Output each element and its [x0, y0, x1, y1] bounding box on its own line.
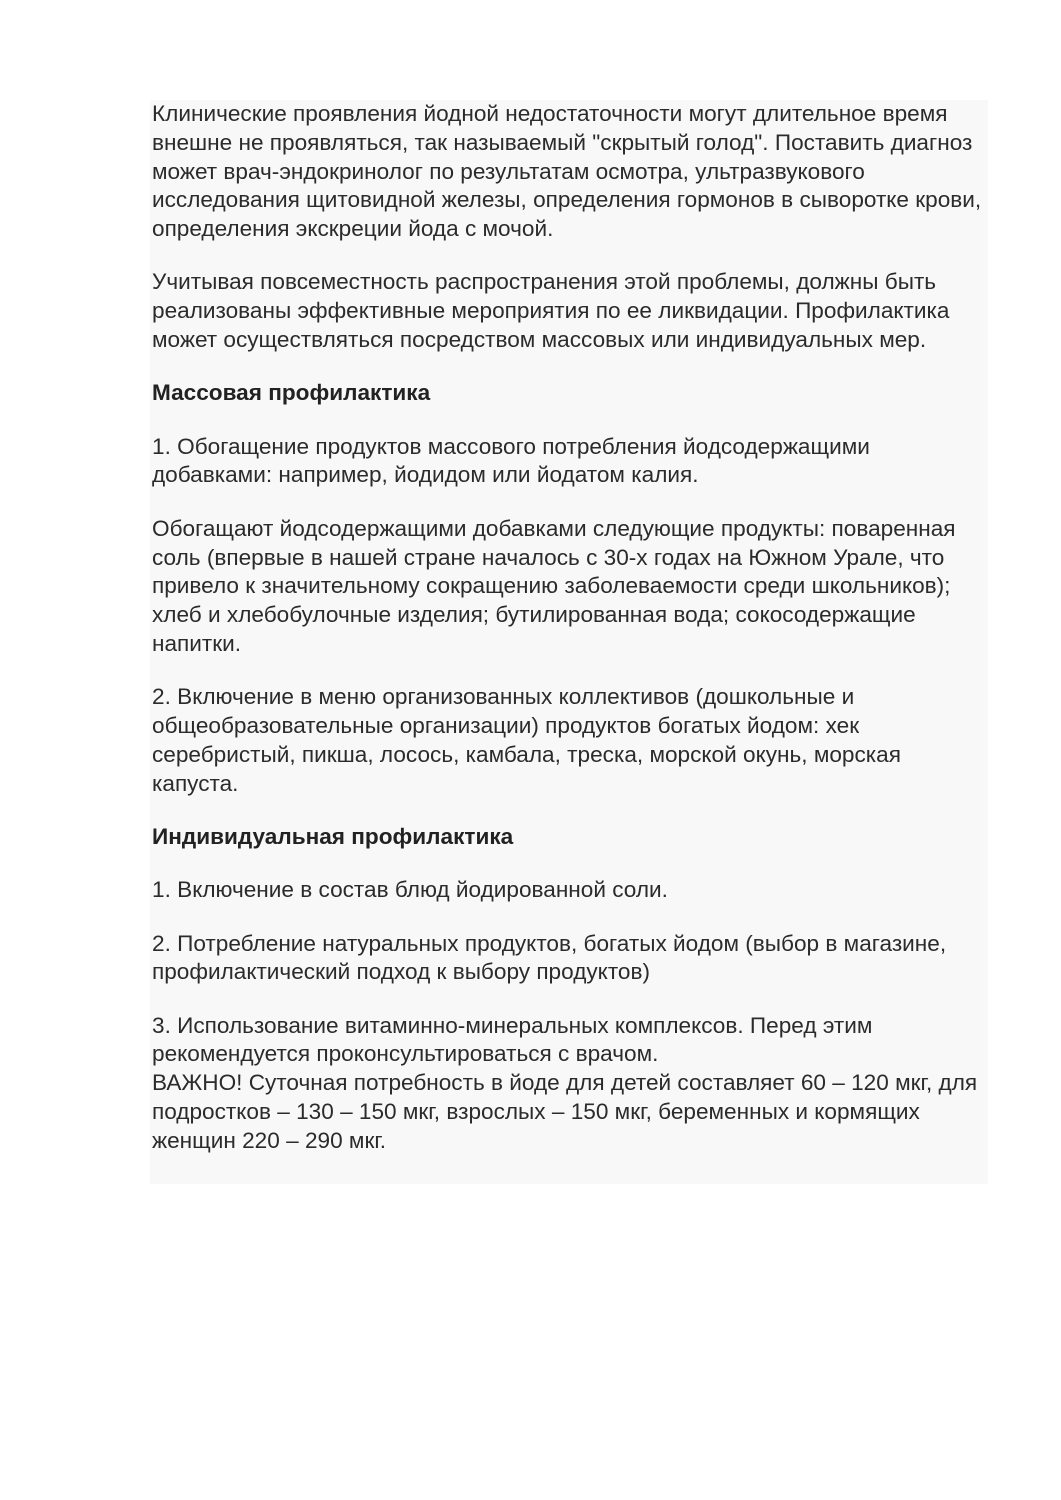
document-body [150, 100, 988, 1184]
paragraph-individual-item-1: 1. Включение в состав блюд йодированной соли. [152, 877, 668, 903]
paragraph-clinical-manifestations: Клинические проявления йодной недостаточности могут длительное время внешне не проявляться, так называемый "скрытый голод". Поставить диагноз может врач-эндокринолог по результатам осмотра, ультразвукового исследования щитовидной железы, определения гормонов в сыворотке крови, определения экскреции йода с мочой. [152, 101, 982, 242]
heading-individual-prevention: Индивидуальная профилактика [152, 823, 514, 849]
paragraph-important-note: ВАЖНО! Суточная потребность в йоде для детей составляет 60 – 120 мкг, для подростков – 130 – 150 мкг, взрослых – 150 мкг, беременных и кормящих женщин 220 – 290 мкг. [152, 1070, 978, 1153]
paragraph-mass-item-2: 2. Включение в меню организованных коллективов (дошкольные и общеобразовательные организации) продуктов богатых йодом: хек серебристый, пикша, лосось, камбала, треска, морской окунь, морская капуста. [152, 684, 901, 796]
paragraph-individual-item-3: 3. Использование витаминно-минеральных комплексов. Перед этим рекомендуется проконсультироваться с врачом. [152, 1012, 873, 1067]
heading-mass-prevention: Массовая профилактика [152, 380, 431, 406]
paragraph-mass-item-1: 1. Обогащение продуктов массового потребления йодсодержащими добавками: например, йодидом или йодатом калия. [152, 433, 870, 488]
paragraph-individual-item-2: 2. Потребление натуральных продуктов, богатых йодом (выбор в магазине, профилактический подход к выбору продуктов) [152, 930, 947, 985]
paragraph-fortified-products: Обогащают йодсодержащими добавками следующие продукты: поваренная соль (впервые в нашей стране началось с 30-х годах на Южном Урале, что привело к значительному сокращению заболеваемости среди школьников); хлеб и хлебобулочные изделия; бутилированная вода; сокосодержащие напитки. [152, 515, 956, 656]
paragraph-prevention-measures: Учитывая повсеместность распространения этой проблемы, должны быть реализованы эффективные мероприятия по ее ликвидации. Профилактика может осуществляться посредством массовых или индивидуальных мер. [152, 269, 950, 353]
